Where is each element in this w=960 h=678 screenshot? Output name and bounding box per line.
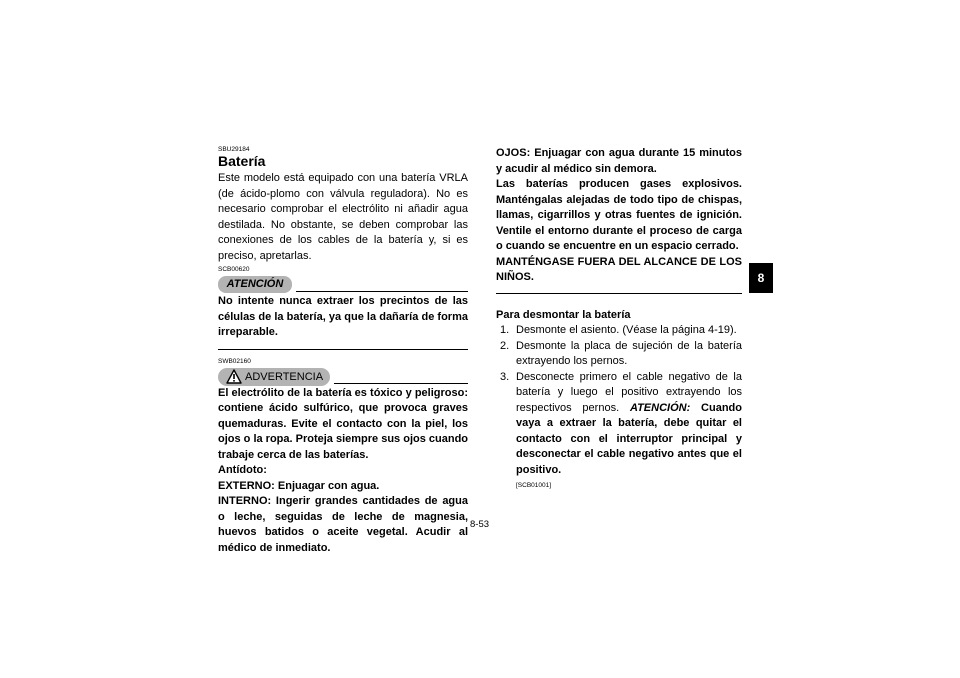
step-text: Desmonte la placa de sujeción de la batería extrayendo los pernos.: [516, 339, 742, 367]
right-column: [496, 146, 742, 490]
eyes-text: OJOS: Enjuagar con agua durante 15 minutos y acudir al médico sin demora.: [496, 147, 742, 175]
step-number: 2.: [500, 339, 510, 352]
keep-away-text: MANTÉNGASE FUERA DEL ALCANCE DE LOS NIÑOS.: [496, 255, 742, 283]
caution-text: No intente nunca extraer los precintos de las células de la batería, ya que la dañaría de forma irreparable.: [218, 295, 468, 338]
caution-end-rule: [218, 349, 468, 350]
intro-paragraph: Este modelo está equipado con una batería VRLA (de ácido-plomo con válvula reguladora). No es necesario comprobar el electrólito ni añadir agua destilada. No obstante, se deben comprobar las conexiones de los cables de la batería y, si es preciso, apretarlas.: [218, 172, 468, 262]
step-caution-code: [SCB01001]: [516, 482, 552, 489]
step-caution-text: Cuando vaya a extraer la batería, debe quitar el contacto con el interruptor principal y desconectar el cable negativo antes que el positivo.: [516, 401, 742, 476]
warning-triangle-icon: [226, 369, 242, 384]
caution-header: [218, 276, 468, 294]
step-item: [496, 323, 742, 339]
caution-rule: [296, 291, 468, 292]
left-column: [218, 146, 468, 556]
internal-text: INTERNO: Ingerir grandes cantidades de agua o leche, seguidas de leche de magnesia, huevos batidos o aceite vegetal. Acudir al médico de inmediato.: [218, 495, 468, 554]
step-number: 1.: [500, 324, 510, 336]
warning-code: SWB02160: [218, 357, 251, 365]
page-number: 8-53: [470, 519, 490, 530]
antidote-label: Antídoto:: [218, 464, 267, 476]
warning-text: El electrólito de la batería es tóxico y peligroso: contiene ácido sulfúrico, que provoca graves quemaduras. Evite el contacto con la piel, los ojos o la ropa. Proteja siempre sus ojos cuando trabaje cerca de las baterías.: [218, 386, 469, 461]
gases-text: Las baterías producen gases explosivos. Manténgalas alejadas de todo tipo de chispas, llamas, cigarrillos y otras fuentes de ignición. Ventile el entorno durante el proceso de carga o cuando se encuentre en un espacio cerrado.: [496, 178, 742, 252]
step-text: Desmonte el asiento. (Véase la página 4-19).: [516, 324, 737, 336]
step-number: 3.: [500, 370, 510, 383]
section-title: Batería: [218, 153, 266, 169]
warning-header: [218, 368, 468, 386]
chapter-tab: 8: [749, 263, 773, 293]
removal-steps: [496, 323, 742, 490]
step-text: Desconecte primero el cable negativo de la batería y luego el positivo extrayendo los respectivos pernos.: [516, 370, 742, 414]
caution-code: SCB00620: [218, 266, 250, 273]
warning-rule: [334, 383, 468, 384]
step-caution-label: ATENCIÓN:: [629, 401, 691, 414]
step-item: [496, 370, 742, 491]
section-code: SBU29184: [218, 146, 250, 153]
warning-label-pill: [218, 368, 330, 386]
warning-end-rule: [496, 293, 742, 294]
removal-heading: Para desmontar la batería: [496, 308, 631, 321]
caution-label: ATENCIÓN: [218, 276, 292, 293]
step-item: [496, 339, 742, 370]
external-text: EXTERNO: Enjuagar con agua.: [218, 479, 380, 492]
warning-label: ADVERTENCIA: [245, 370, 324, 383]
